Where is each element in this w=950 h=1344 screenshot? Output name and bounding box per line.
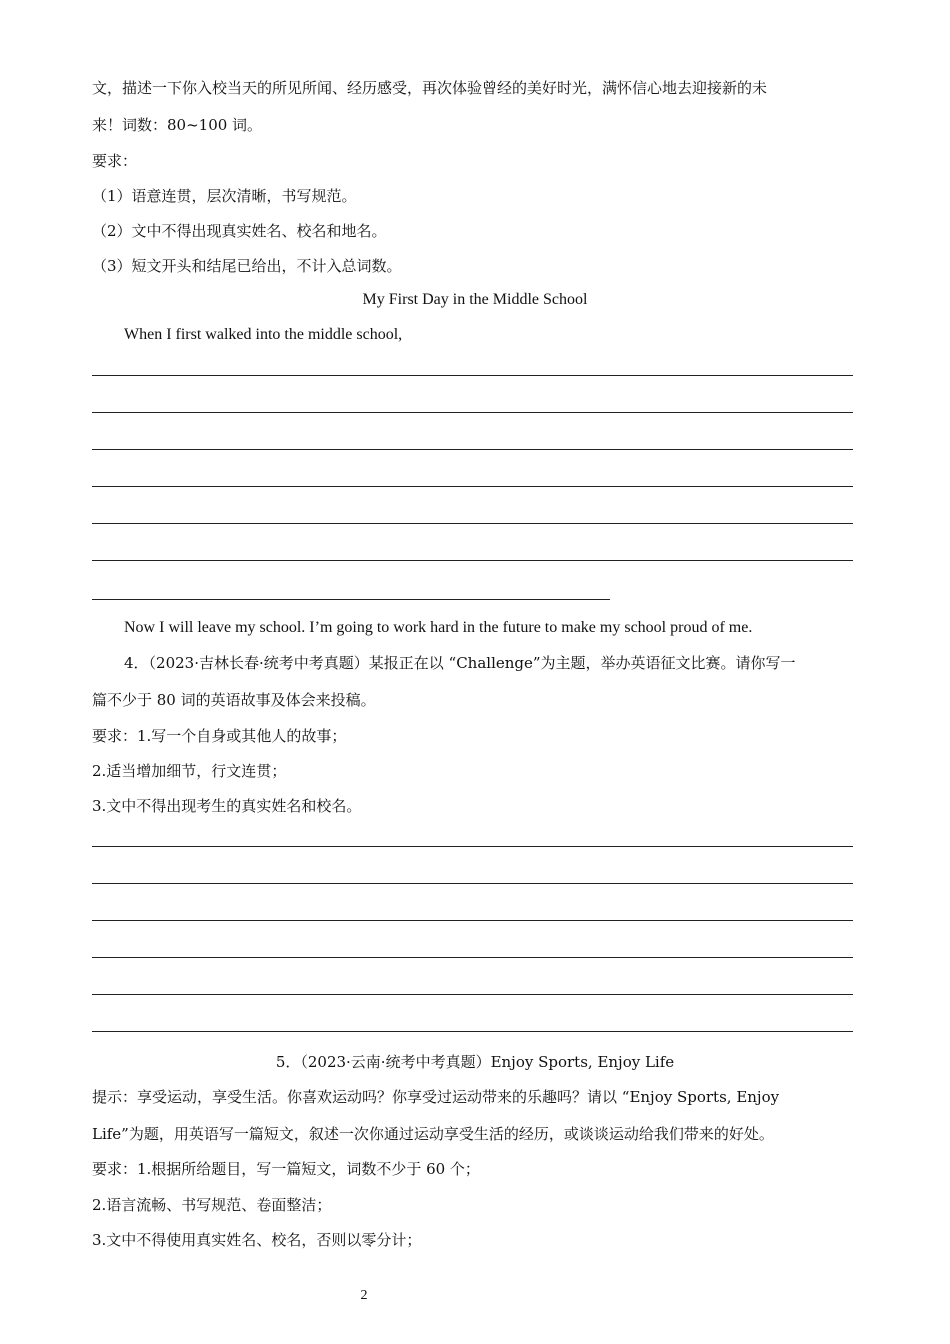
intro-line-2: 来！词数：80~100 词。 xyxy=(92,116,263,134)
writing-line[interactable] xyxy=(92,920,853,921)
question-5-title: 5．（2023·云南·统考中考真题）Enjoy Sports, Enjoy Life xyxy=(275,1053,675,1071)
question-4-requirement-3: 3.文中不得出现考生的真实姓名和校名。 xyxy=(92,797,362,815)
writing-line[interactable] xyxy=(92,486,853,487)
essay-opening: When I first walked into the middle school, xyxy=(124,326,403,343)
page-number: 2 xyxy=(360,1288,368,1303)
writing-line[interactable] xyxy=(92,846,853,847)
question-5-hint-1: 提示：享受运动，享受生活。你喜欢运动吗？你享受过运动带来的乐趣吗？请以 “Enjoy Sports, Enjoy xyxy=(92,1088,780,1106)
essay-closing: Now I will leave my school. I’m going to work hard in the future to make my school proud of me. xyxy=(124,619,753,636)
question-4-requirement-2: 2.适当增加细节，行文连贯； xyxy=(92,762,287,780)
writing-line[interactable] xyxy=(92,1031,853,1032)
question-4-requirement-1: 要求：1.写一个自身或其他人的故事； xyxy=(92,727,347,745)
writing-line[interactable] xyxy=(92,375,853,376)
question-5-requirement-1: 要求：1.根据所给题目，写一篇短文，词数不少于 60 个； xyxy=(92,1160,480,1178)
writing-line[interactable] xyxy=(92,599,610,600)
essay-title: My First Day in the Middle School xyxy=(362,291,588,308)
requirement-1: （1）语意连贯，层次清晰，书写规范。 xyxy=(92,187,357,205)
requirement-2: （2）文中不得出现真实姓名、校名和地名。 xyxy=(92,222,387,240)
writing-line[interactable] xyxy=(92,994,853,995)
requirements-label: 要求： xyxy=(92,152,138,170)
writing-line[interactable] xyxy=(92,957,853,958)
question-4-line-2: 篇不少于 80 词的英语故事及体会来投稿。 xyxy=(92,691,376,709)
question-5-hint-2: Life”为题，用英语写一篇短文，叙述一次你通过运动享受生活的经历，或谈谈运动给我们带来的好处。 xyxy=(92,1125,774,1143)
writing-line[interactable] xyxy=(92,883,853,884)
intro-line-1: 文，描述一下你入校当天的所见所闻、经历感受，再次体验曾经的美好时光，满怀信心地去迎接新的未 xyxy=(92,79,768,97)
question-5-requirement-3: 3.文中不得使用真实姓名、校名，否则以零分计； xyxy=(92,1231,422,1249)
writing-line[interactable] xyxy=(92,523,853,524)
writing-line[interactable] xyxy=(92,560,853,561)
writing-line[interactable] xyxy=(92,449,853,450)
question-4-line-1: 4．（2023·吉林长春·统考中考真题）某报正在以 “Challenge”为主题，举办英语征文比赛。请你写一 xyxy=(124,654,796,672)
writing-line[interactable] xyxy=(92,412,853,413)
requirement-3: （3）短文开头和结尾已给出，不计入总词数。 xyxy=(92,257,402,275)
question-5-requirement-2: 2.语言流畅、书写规范、卷面整洁； xyxy=(92,1196,332,1214)
